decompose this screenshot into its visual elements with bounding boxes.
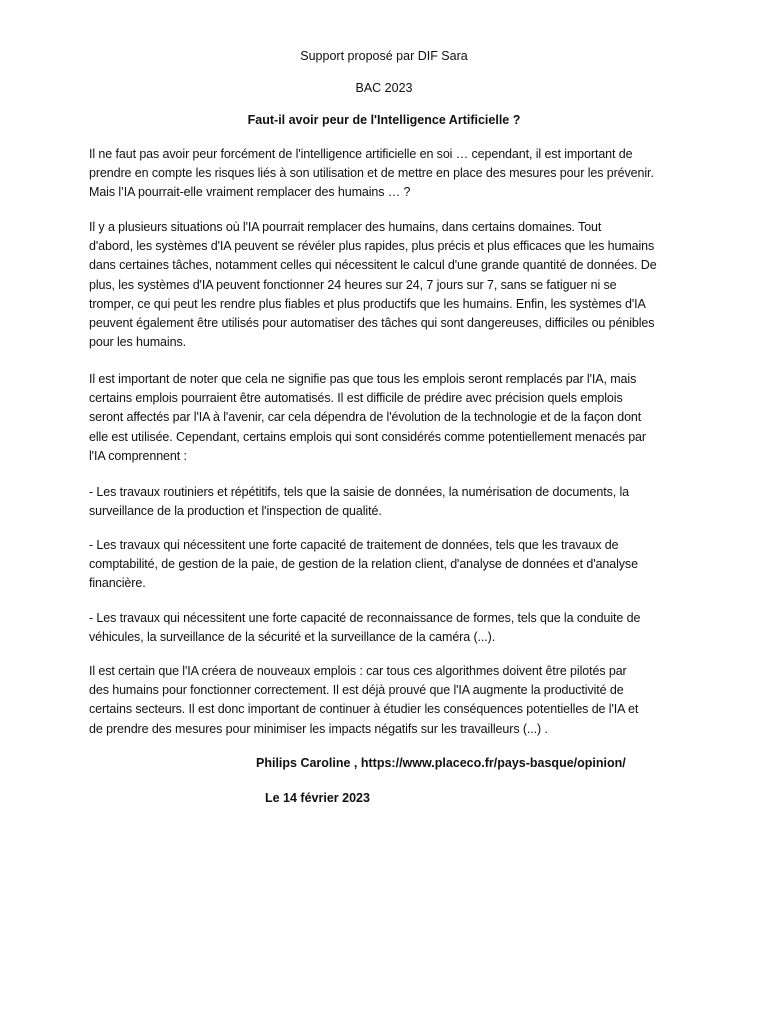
paragraph-intro: Il ne faut pas avoir peur forcément de l'intelligence artificielle en soi … cependant, il est important de prendre en compte les risques liés à son utilisation et de mettre en place des mesures pour les prévenir. Mais l’IA pourrait-elle vraiment remplacer des humains … ? bbox=[89, 147, 654, 200]
exam-line: BAC 2023 bbox=[355, 81, 413, 95]
paragraph-jobs: Il est important de noter que cela ne signifie pas que tous les emplois seront remplacés par l'IA, mais certains emplois pourraient être automatisés. Il est difficile de prédire avec précision quels emplois seront affectés par l'IA à l'avenir, car cela dépendra de l'évolution de la technologie et de la façon dont elle est utilisée. Cependant, certains emplois qui sont considérés comme potentiellement menacés par l'IA comprennent : bbox=[89, 372, 646, 463]
author-line: Support proposé par DIF Sara bbox=[300, 49, 468, 63]
paragraph-conclusion: Il est certain que l'IA créera de nouveaux emplois : car tous ces algorithmes doivent être pilotés par des humains pour fonctionner correctement. Il est déjà prouvé que l'IA augmente la productivité de certains secteurs. Il est donc important de continuer à étudier les conséquences potentielles de l'IA et de prendre des mesures pour minimiser les impacts négatifs sur les travailleurs (...) . bbox=[89, 664, 639, 736]
list-item-routine-work: - Les travaux routiniers et répétitifs, tels que la saisie de données, la numérisation de documents, la surveillance de la production et l'inspection de qualité. bbox=[89, 485, 629, 519]
publication-date: Le 14 février 2023 bbox=[265, 791, 370, 805]
paragraph-situations: Il y a plusieurs situations où l'IA pourrait remplacer des humains, dans certains domaines. Tout d'abord, les systèmes d'IA peuvent se révéler plus rapides, plus précis et plus efficaces que les humains dans certaines tâches, notamment celles qui nécessitent le calcul d'une grande quantité de données. De plus, les systèmes d'IA peuvent fonctionner 24 heures sur 24, 7 jours sur 7, sans se fatiguer ni se tromper, ce qui peut les rendre plus fiables et plus productifs que les humains. Enfin, les systèmes d'IA peuvent également être utilisés pour automatiser des tâches qui sont dangereuses, difficiles ou pénibles pour les humains. bbox=[89, 220, 657, 350]
document-title: Faut-il avoir peur de l'Intelligence Artificielle ? bbox=[247, 113, 521, 127]
list-item-pattern-recognition: - Les travaux qui nécessitent une forte capacité de reconnaissance de formes, tels que la conduite de véhicules, la surveillance de la sécurité et la surveillance de la caméra (...). bbox=[89, 611, 641, 645]
list-item-data-processing: - Les travaux qui nécessitent une forte capacité de traitement de données, tels que les travaux de comptabilité, de gestion de la paie, de gestion de la relation client, d'analyse de données et d'analyse financière. bbox=[89, 538, 638, 591]
source-citation: Philips Caroline , https://www.placeco.fr/pays-basque/opinion/ bbox=[256, 756, 626, 770]
